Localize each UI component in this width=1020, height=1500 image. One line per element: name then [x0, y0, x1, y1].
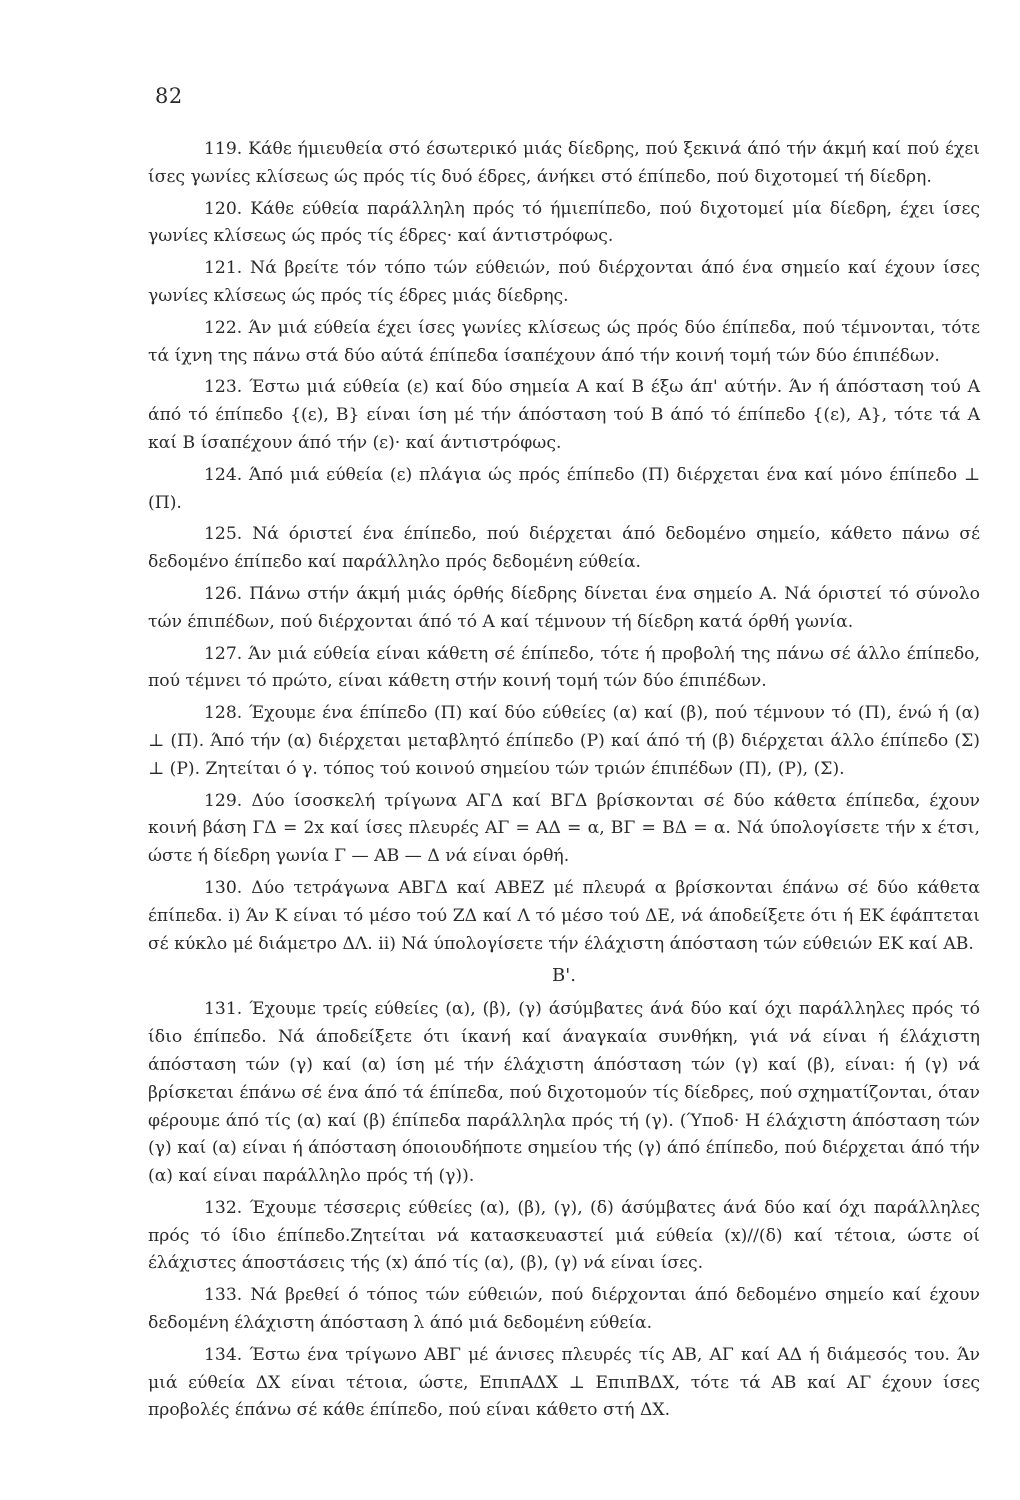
problem-133: 133. Νά βρεθεί ό τόπος τών εύθειών, πού διέρχονται άπό δεδομένο σημείο καί έχουν δεδομένη έλάχιστη άπόσταση λ άπό μιά δεδομένη εύθεία.	[148, 1285, 980, 1334]
problem-126: 126. Πάνω στήν άκμή μιάς όρθής δίεδρης δίνεται ένα σημείο Α. Νά όριστεί τό σύνολο τών έπιπέδων, πού διέρχονται άπό τό Α καί τέμνουν τή δίεδρη κατά όρθή γωνία.	[148, 583, 980, 632]
problem-121: 121. Νά βρείτε τόν τόπο τών εύθειών, πού διέρχονται άπό ένα σημείο καί έχουν ίσες γωνίες κλίσεως ώς πρός τίς έδρες μιάς δίεδρης.	[148, 258, 980, 306]
problem-119: 119. Κάθε ήμιευθεία στό έσωτερικό μιάς δίεδρης, πού ξεκινά άπό τήν άκμή καί πού έχει ίσες γωνίες κλίσεως ώς πρός τίς δυό έδρες, άνήκει στό έπίπεδο, πού διχοτομεί τή δίεδρη.	[148, 139, 980, 187]
problem-122: 122. Άν μιά εύθεία έχει ίσες γωνίες κλίσεως ώς πρός δύο έπίπεδα, πού τέμνονται, τότε τά ίχνη της πάνω στά δύο αύτά έπίπεδα ίσαπέχουν άπό τήν κοινή τομή τών δύο έπιπέδων.	[148, 317, 980, 366]
problem-125: 125. Νά όριστεί ένα έπίπεδο, πού διέρχεται άπό δεδομένο σημείο, κάθετο πάνω σέ δεδομένο έπίπεδο καί παράλληλο πρός δεδομένη εύθεία.	[148, 524, 980, 573]
problem-123: 123. Έστω μιά εύθεία (ε) καί δύο σημεία Α καί Β έξω άπ' αύτήν. Άν ή άπόσταση τού Α άπό τό έπίπεδο {(ε), Β} είναι ίση μέ τήν άπόσταση τού Β άπό τό έπίπεδο {(ε), Α}, τότε τά Α καί Β ίσαπέχουν άπό τήν (ε)· καί άντιστρόφως.	[148, 377, 980, 453]
problem-132: 132. Έχουμε τέσσερις εύθείες (α), (β), (γ), (δ) άσύμβατες άνά δύο καί όχι παράλληλες πρός τό ίδιο έπίπεδο.Ζητείται νά κατασκευαστεί μιά εύθεία (x)//(δ) καί τέτοια, ώστε οί έλάχιστες άποστάσεις τής (x) άπό τίς (α), (β), (γ) νά είναι ίσες.	[148, 1197, 980, 1274]
problem-134: 134. Έστω ένα τρίγωνο ΑΒΓ μέ άνισες πλευρές τίς ΑΒ, ΑΓ καί ΑΔ ή διάμεσός του. Άν μιά εύθεία ΔΧ είναι τέτοια, ώστε, ΕπιπΑΔΧ ⊥ ΕπιπΒΔΧ, τότε τά ΑΒ καί ΑΓ έχουν ίσες προβολές έπάνω σέ κάθε έπίπεδο, πού είναι κάθετο στή ΔΧ.	[148, 1344, 980, 1421]
problem-124: 124. Άπό μιά εύθεία (ε) πλάγια ώς πρός έπίπεδο (Π) διέρχεται ένα καί μόνο έπίπεδο ⊥ (Π).	[148, 464, 980, 513]
problem-list	[148, 136, 980, 1429]
page-number: 82	[155, 84, 183, 108]
problem-128: 128. Έχουμε ένα έπίπεδο (Π) καί δύο εύθείες (α) καί (β), πού τέμνουν τό (Π), ένώ ή (α) ⊥ (Π). Άπό τήν (α) διέρχεται μεταβλητό έπίπεδο (Ρ) καί άπό τή (β) διέρχεται άλλο έπίπεδο (Σ) ⊥ (Ρ). Ζητείται ό γ. τόπος τού κοινού σημείου τών τριών έπιπέδων (Π), (Ρ), (Σ).	[148, 703, 980, 779]
problem-127: 127. Άν μιά εύθεία είναι κάθετη σέ έπίπεδο, τότε ή προβολή της πάνω σέ άλλο έπίπεδο, πού τέμνει τό πρώτο, είναι κάθετη στήν κοινή τομή τών δύο έπιπέδων.	[148, 643, 980, 692]
problem-129: 129. Δύο ίσοσκελή τρίγωνα ΑΓΔ καί ΒΓΔ βρίσκονται σέ δύο κάθετα έπίπεδα, έχουν κοινή βάση ΓΔ = 2x καί ίσες πλευρές ΑΓ = ΑΔ = α, ΒΓ = ΒΔ = α. Νά ύπολογίσετε τήν x έτσι, ώστε ή δίεδρη γωνία Γ — ΑΒ — Δ νά είναι όρθή.	[148, 790, 980, 867]
problem-131: 131. Έχουμε τρείς εύθείες (α), (β), (γ) άσύμβατες άνά δύο καί όχι παράλληλες πρός τό ίδιο έπίπεδο. Νά άποδείξετε ότι ίκανή καί άναγκαία συνθήκη, γιά νά είναι ή έλάχιστη άπόσταση τών (γ) καί (α) ίση μέ τήν έλάχιστη άπόσταση τών (γ) καί (β), είναι: ή (γ) νά βρίσκεται έπάνω σέ ένα άπό τά έπίπεδα, πού διχοτομούν τίς δίεδρες, πού σχηματίζονται, όταν φέρουμε άπό τίς (α) καί (β) έπίπεδα παράλληλα πρός τή (γ). (Ύποδ· Η έλάχιστη άπόσταση τών (γ) καί (α) είναι ή άπόσταση όποιουδήποτε σημείου τής (γ) άπό έπίπεδο, πού διέρχεται άπό τήν (α) καί είναι παράλληλο πρός τή (γ)).	[148, 999, 980, 1187]
section-heading: Β'.	[552, 965, 576, 987]
problem-130: 130. Δύο τετράγωνα ΑΒΓΔ καί ΑΒΕΖ μέ πλευρά α βρίσκονται έπάνω σέ δύο κάθετα έπίπεδα. i) Άν Κ είναι τό μέσο τού ΖΔ καί Λ τό μέσο τού ΔΕ, νά άποδείξετε ότι ή ΕΚ έφάπτεται σέ κύκλο μέ διάμετρο ΔΛ. ii) Νά ύπολογίσετε τήν έλάχιστη άπόσταση τών εύθειών ΕΚ καί ΑΒ.	[148, 877, 980, 954]
problem-120: 120. Κάθε εύθεία παράλληλη πρός τό ήμιεπίπεδο, πού διχοτομεί μία δίεδρη, έχει ίσες γωνίες κλίσεως ώς πρός τίς έδρες· καί άντιστρόφως.	[148, 198, 980, 247]
